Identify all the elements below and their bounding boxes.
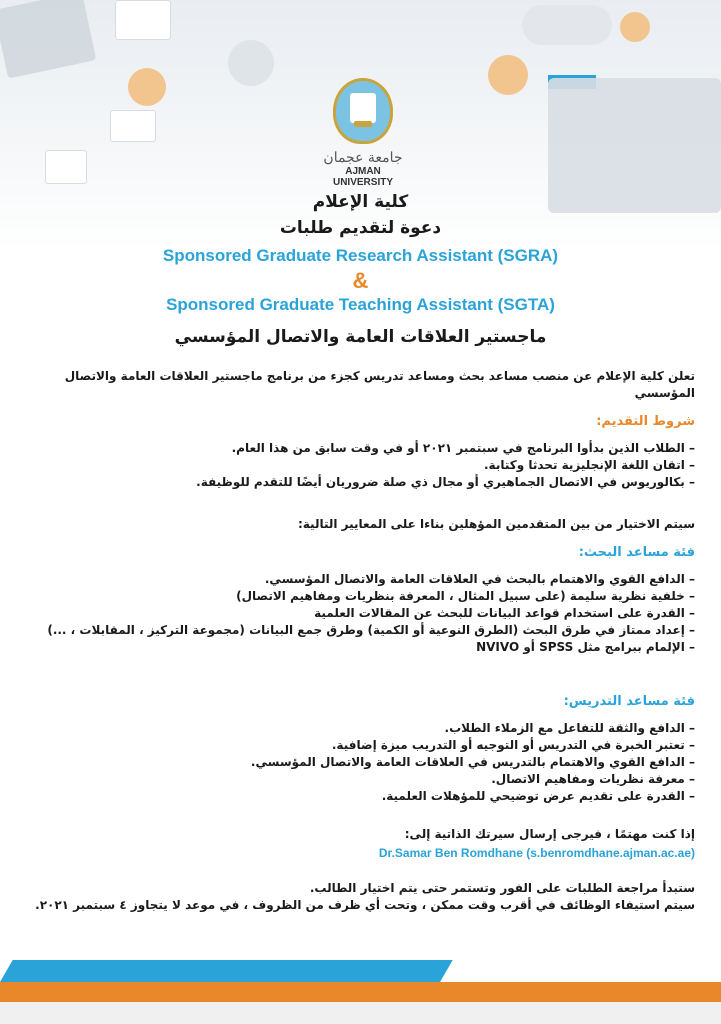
- contact-prompt: إذا كنت مهتمًا ، فيرجى إرسال سيرتك الذاتية إلى:: [404, 827, 695, 841]
- laptop-illustration: [0, 0, 96, 79]
- list-item: – بكالوريوس في الاتصال الجماهيري أو مجال ذي صلة ضروريان أيضًا للتقدم للوظيفة.: [196, 475, 695, 489]
- sgra-title: Sponsored Graduate Research Assistant (SGRA): [162, 246, 559, 265]
- contact-email-link[interactable]: Dr.Samar Ben Romdhane (s.benromdhane.ajman.ac.ae): [378, 846, 695, 860]
- list-item: – الدافع القوي والاهتمام بالتدريس في العلاقات العامة والاتصال المؤسسي.: [250, 755, 695, 769]
- invitation-title: دعوة لتقديم طلبات: [279, 218, 442, 238]
- conditions-section: [25, 413, 695, 491]
- handshake-icon: [128, 68, 166, 106]
- university-logo: [315, 78, 411, 188]
- sgta-title: Sponsored Graduate Teaching Assistant (SGTA): [166, 295, 555, 314]
- tablet-illustration: [110, 110, 156, 142]
- list-item: – القدرة على تقديم عرض توضيحي للمؤهلات العلمية.: [381, 789, 695, 803]
- conditions-list: [25, 440, 695, 491]
- people-icon: [522, 5, 612, 45]
- footer-orange-stripe: [0, 982, 721, 1002]
- research-section: [25, 544, 695, 656]
- list-item: – الدافع والثقة للتفاعل مع الزملاء الطلاب.: [444, 721, 695, 735]
- footer-stripes: [0, 960, 721, 1024]
- closing-section: [25, 880, 695, 914]
- list-item: – الطلاب الذين بدأوا البرنامج في سبتمبر ٢٠٢١ أو في وقت سابق من هذا العام.: [231, 441, 695, 455]
- logo-emblem: [333, 78, 393, 144]
- college-title: كلية الإعلام: [312, 192, 409, 212]
- closing-line: سيتم استيفاء الوظائف في أقرب وقت ممكن ، وتحت أي ظرف من الظروف ، في موعد لا يتجاوز ٤ سبتمبر ٢٠٢١.: [35, 898, 695, 912]
- ampersand: &: [352, 268, 369, 293]
- intro-paragraph: تعلن كلية الإعلام عن منصب مساعد بحث ومساعد تدريس كجزء من برنامج ماجستير العلاقات العامة والاتصال المؤسسي: [64, 369, 695, 400]
- phone-illustration: [45, 150, 87, 184]
- list-item: – خلفية نظرية سليمة (على سبيل المثال ، المعرفة بنظريات ومفاهيم الاتصال): [236, 589, 695, 603]
- conditions-heading: شروط التقديم:: [596, 414, 695, 429]
- megaphone-icon: [228, 40, 274, 86]
- list-item: – القدرة على استخدام قواعد البيانات للبحث عن المقالات العلمية: [314, 606, 695, 620]
- list-item: – معرفة نظريات ومفاهيم الاتصال.: [491, 772, 695, 786]
- program-title: ماجستير العلاقات العامة والاتصال المؤسسي: [174, 327, 547, 347]
- logo-arabic-name: جامعة عجمان: [323, 150, 403, 166]
- list-item: – اتقان اللغة الإنجليزية تحدثا وكتابة.: [484, 458, 695, 472]
- teaching-heading: فئة مساعد التدريس:: [563, 694, 695, 709]
- heart-card-icon: [115, 0, 171, 40]
- list-item: – تعتبر الخبرة في التدريس أو التوجيه أو التدريب ميزة إضافية.: [331, 738, 695, 752]
- microphone-icon: [488, 55, 528, 95]
- research-heading: فئة مساعد البحث:: [578, 545, 695, 560]
- list-item: – الإلمام ببرامج مثل SPSS أو NVIVO: [476, 640, 695, 654]
- selection-paragraph: سيتم الاختيار من بين المتقدمين المؤهلين بناءا على المعايير التالية:: [297, 517, 695, 531]
- closing-line: ستبدأ مراجعة الطلبات على الفور وتستمر حتى يتم اختيار الطالب.: [309, 881, 695, 895]
- footer-blue-stripe: [0, 960, 453, 982]
- contact-section: [25, 826, 695, 862]
- footer-grey-stripe: [0, 1002, 721, 1024]
- lightbulb-icon: [620, 12, 650, 42]
- list-item: – إعداد ممتاز في طرق البحث (الطرق النوعية أو الكمية) وطرق جمع البيانات (مجموعة التركيز ، المقابلات ، ...): [47, 623, 695, 637]
- logo-english-name: AJMAN UNIVERSITY: [332, 166, 393, 188]
- teaching-list: [25, 720, 695, 805]
- list-item: – الدافع القوي والاهتمام بالبحث في العلاقات العامة والاتصال المؤسسي.: [264, 572, 695, 586]
- teaching-section: [25, 693, 695, 805]
- research-list: [25, 571, 695, 656]
